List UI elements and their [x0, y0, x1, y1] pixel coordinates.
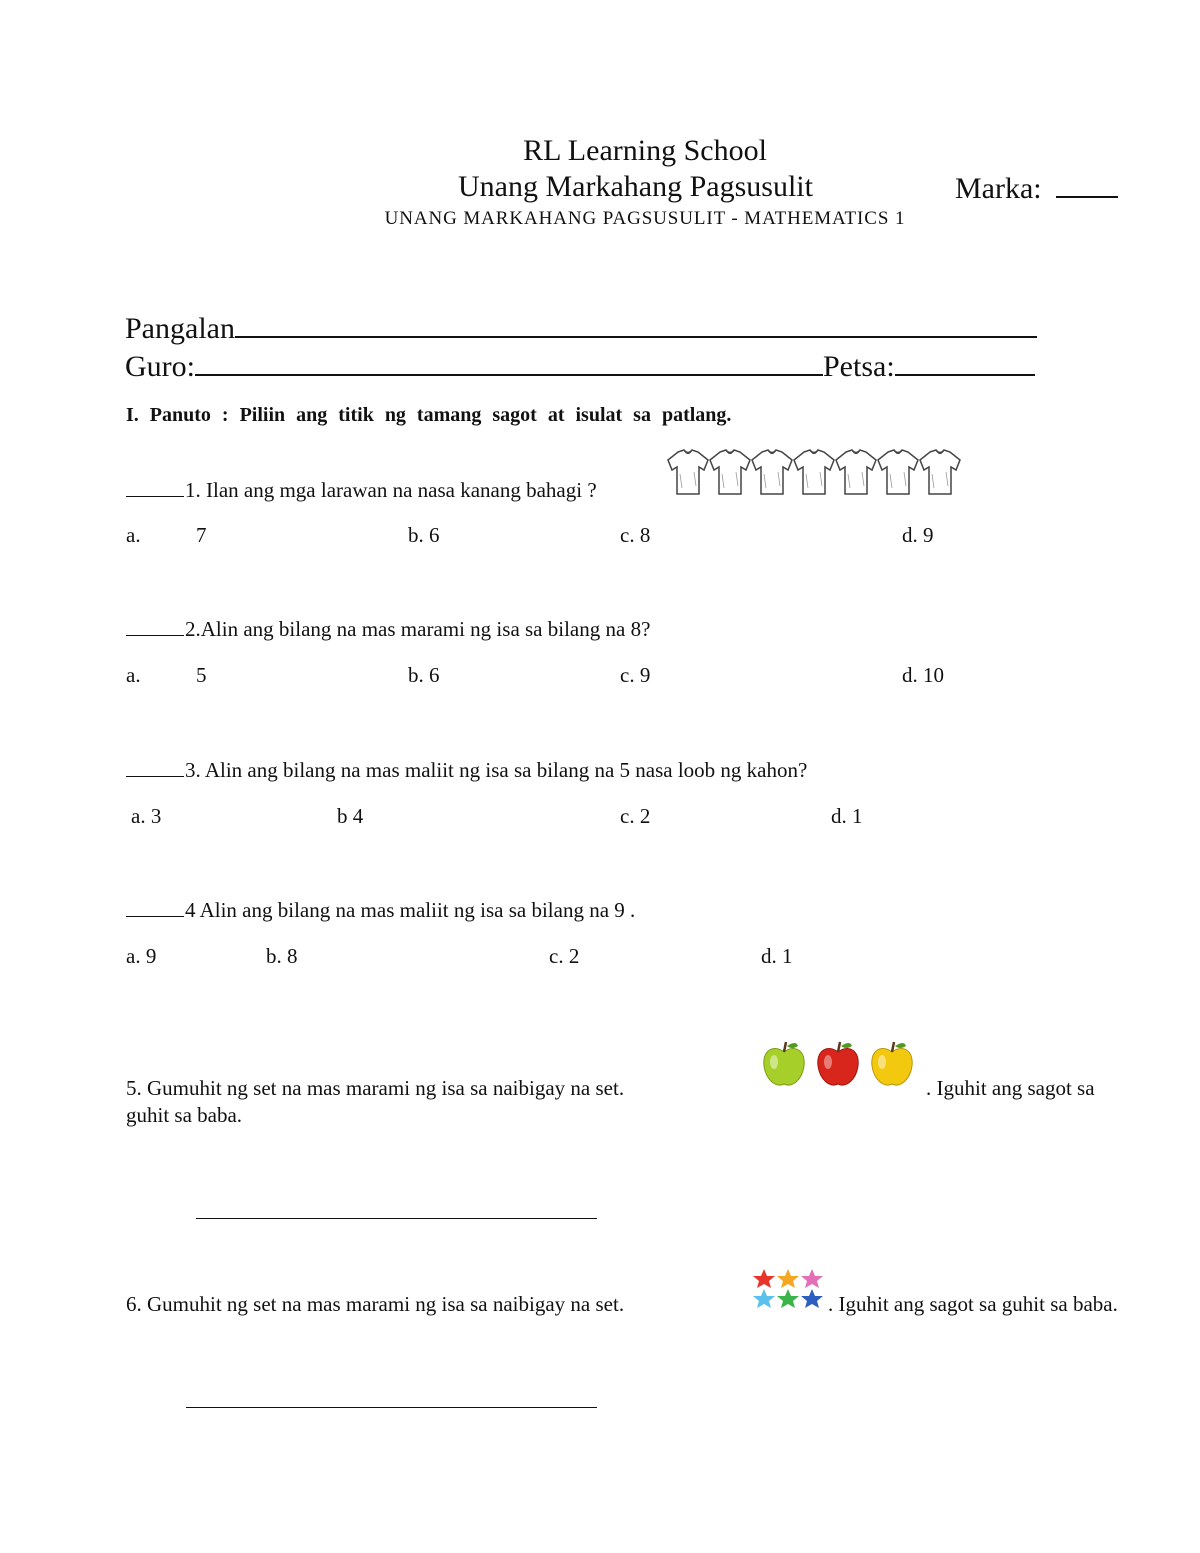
- instructions: I. Panuto : Piliin ang titik ng tamang sagot at isulat sa patlang.: [126, 404, 732, 426]
- score-blank[interactable]: [1056, 170, 1118, 198]
- shirt-icon: [708, 448, 752, 496]
- date-blank[interactable]: [895, 350, 1035, 376]
- q3-option-b: b 4: [337, 804, 364, 828]
- q2-option-c: c. 9: [620, 663, 651, 687]
- apple-icon: [866, 1040, 918, 1090]
- q3-option-a: a. 3: [131, 804, 162, 828]
- question-5-instruction: . Iguhit ang sagot sa: [926, 1076, 1095, 1100]
- apple-image-group: [758, 1040, 918, 1090]
- score-label: Marka:: [955, 172, 1042, 205]
- question-6-instruction: . Iguhit ang sagot sa guhit sa baba.: [828, 1292, 1118, 1316]
- q4-option-d: d. 1: [761, 944, 793, 968]
- teacher-blank[interactable]: [195, 350, 823, 376]
- question-6-text: 6. Gumuhit ng set na mas marami ng isa sa naibigay na set.: [126, 1292, 625, 1316]
- shirt-icon: [834, 448, 878, 496]
- teacher-label: Guro:: [125, 350, 195, 383]
- apple-icon: [812, 1040, 864, 1090]
- teacher-date-field: [125, 350, 1035, 384]
- star-icon: [801, 1269, 823, 1288]
- star-icon: [753, 1269, 775, 1288]
- shirt-image-group: [666, 448, 960, 496]
- q3-option-c: c. 2: [620, 804, 651, 828]
- name-blank[interactable]: [235, 312, 1037, 338]
- q1-option-b: b. 6: [408, 523, 440, 547]
- name-field: [125, 312, 1037, 346]
- name-label: Pangalan: [125, 312, 235, 345]
- q1-option-a: a.: [126, 523, 141, 547]
- shirt-icon: [750, 448, 794, 496]
- q1-option-c: c. 8: [620, 523, 651, 547]
- answer-blank-4[interactable]: [126, 898, 184, 917]
- q1-option-d: d. 9: [902, 523, 934, 547]
- answer-blank-2[interactable]: [126, 617, 184, 636]
- answer-blank-3[interactable]: [126, 758, 184, 777]
- q1-option-a-value: 7: [196, 523, 207, 547]
- exam-subtitle: UNANG MARKAHANG PAGSUSULIT - MATHEMATICS 1: [384, 208, 906, 229]
- q4-option-c: c. 2: [549, 944, 580, 968]
- q2-option-a: a.: [126, 663, 141, 687]
- q4-option-a: a. 9: [126, 944, 157, 968]
- star-icon: [801, 1289, 823, 1308]
- q3-option-d: d. 1: [831, 804, 863, 828]
- star-icon: [777, 1289, 799, 1308]
- star-icon: [753, 1289, 775, 1308]
- question-3-text: 3. Alin ang bilang na mas maliit ng isa sa bilang na 5 nasa loob ng kahon?: [185, 758, 808, 782]
- apple-icon: [758, 1040, 810, 1090]
- question-1-text: 1. Ilan ang mga larawan na nasa kanang bahagi ?: [185, 478, 597, 502]
- question-3: [126, 758, 807, 783]
- score-field: [955, 170, 1118, 206]
- question-2: [126, 617, 650, 642]
- school-name: RL Learning School: [523, 134, 767, 167]
- star-image-group: [750, 1268, 826, 1310]
- shirt-icon: [792, 448, 836, 496]
- shirt-icon: [876, 448, 920, 496]
- question-4: [126, 898, 635, 923]
- q2-option-a-value: 5: [196, 663, 207, 687]
- q2-option-d: d. 10: [902, 663, 944, 687]
- q2-option-b: b. 6: [408, 663, 440, 687]
- answer-line-6[interactable]: [186, 1407, 597, 1408]
- q4-option-b: b. 8: [266, 944, 298, 968]
- star-icon: [777, 1269, 799, 1288]
- question-2-text: 2.Alin ang bilang na mas marami ng isa sa bilang na 8?: [185, 617, 651, 641]
- shirt-icon: [666, 448, 710, 496]
- question-1: [126, 478, 597, 503]
- question-4-text: 4 Alin ang bilang na mas maliit ng isa sa bilang na 9 .: [185, 898, 636, 922]
- date-label: Petsa:: [823, 350, 895, 383]
- question-5-instruction-line2: guhit sa baba.: [126, 1103, 243, 1127]
- answer-blank-1[interactable]: [126, 478, 184, 497]
- shirt-icon: [918, 448, 962, 496]
- answer-line-5[interactable]: [196, 1218, 597, 1219]
- question-5-text: 5. Gumuhit ng set na mas marami ng isa sa naibigay na set.: [126, 1076, 625, 1100]
- exam-title: Unang Markahang Pagsusulit: [458, 170, 813, 203]
